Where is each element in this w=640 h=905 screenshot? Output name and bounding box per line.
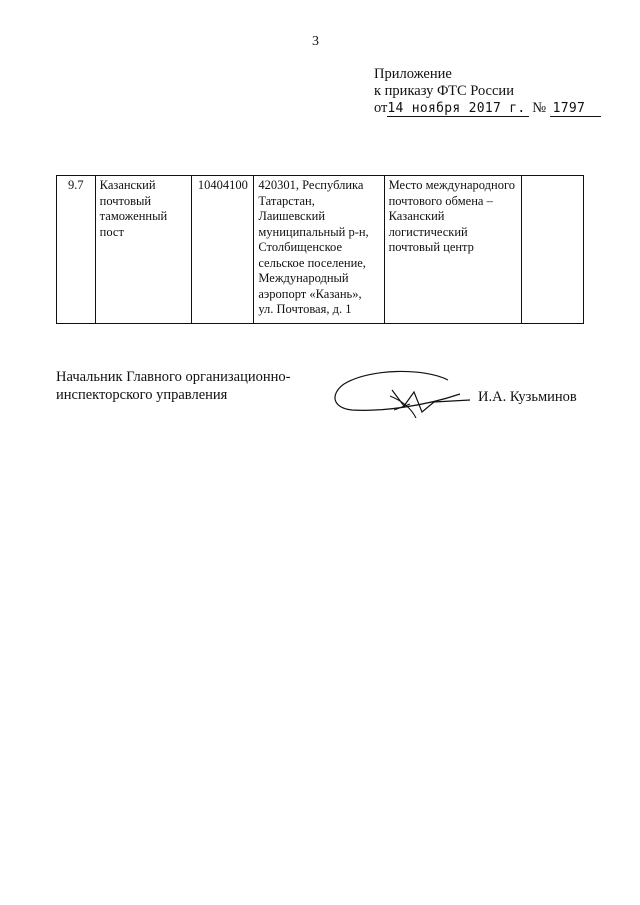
post-code-cell: 10404100: [192, 176, 254, 324]
order-number: 1797: [550, 101, 602, 117]
post-name-cell: Казанский почтовый таможенный пост: [95, 176, 192, 324]
appendix-order-ref: к приказу ФТС России: [374, 83, 514, 99]
signatory-title-line1: Начальник Главного организационно-: [56, 369, 291, 385]
signatory-title: [56, 368, 290, 404]
order-date-number-line: [374, 100, 601, 117]
signatory-title-line2: инспекторского управления: [56, 387, 228, 403]
from-prefix: от: [374, 100, 388, 116]
row-number-cell: 9.7: [57, 176, 96, 324]
page-number: 3: [312, 34, 319, 49]
number-sign: №: [532, 100, 547, 116]
customs-post-table: [56, 175, 584, 324]
signer-name: И.А. Кузьминов: [478, 389, 577, 405]
appendix-header: [374, 66, 601, 117]
extra-cell: [521, 176, 583, 324]
description-cell: Место международного почтового обмена – Казанский логистический почтовый центр: [384, 176, 521, 324]
handwritten-signature: [330, 366, 480, 426]
address-cell: 420301, Республика Татарстан, Лаишевский муниципальный р-н, Столбищенское сельское поселение, Международный аэропорт «Казань», ул. Почтовая, д. 1: [254, 176, 384, 324]
order-date: 14 ноября 2017 г.: [387, 101, 528, 117]
appendix-title: Приложение: [374, 66, 452, 82]
table-row: [57, 176, 584, 324]
